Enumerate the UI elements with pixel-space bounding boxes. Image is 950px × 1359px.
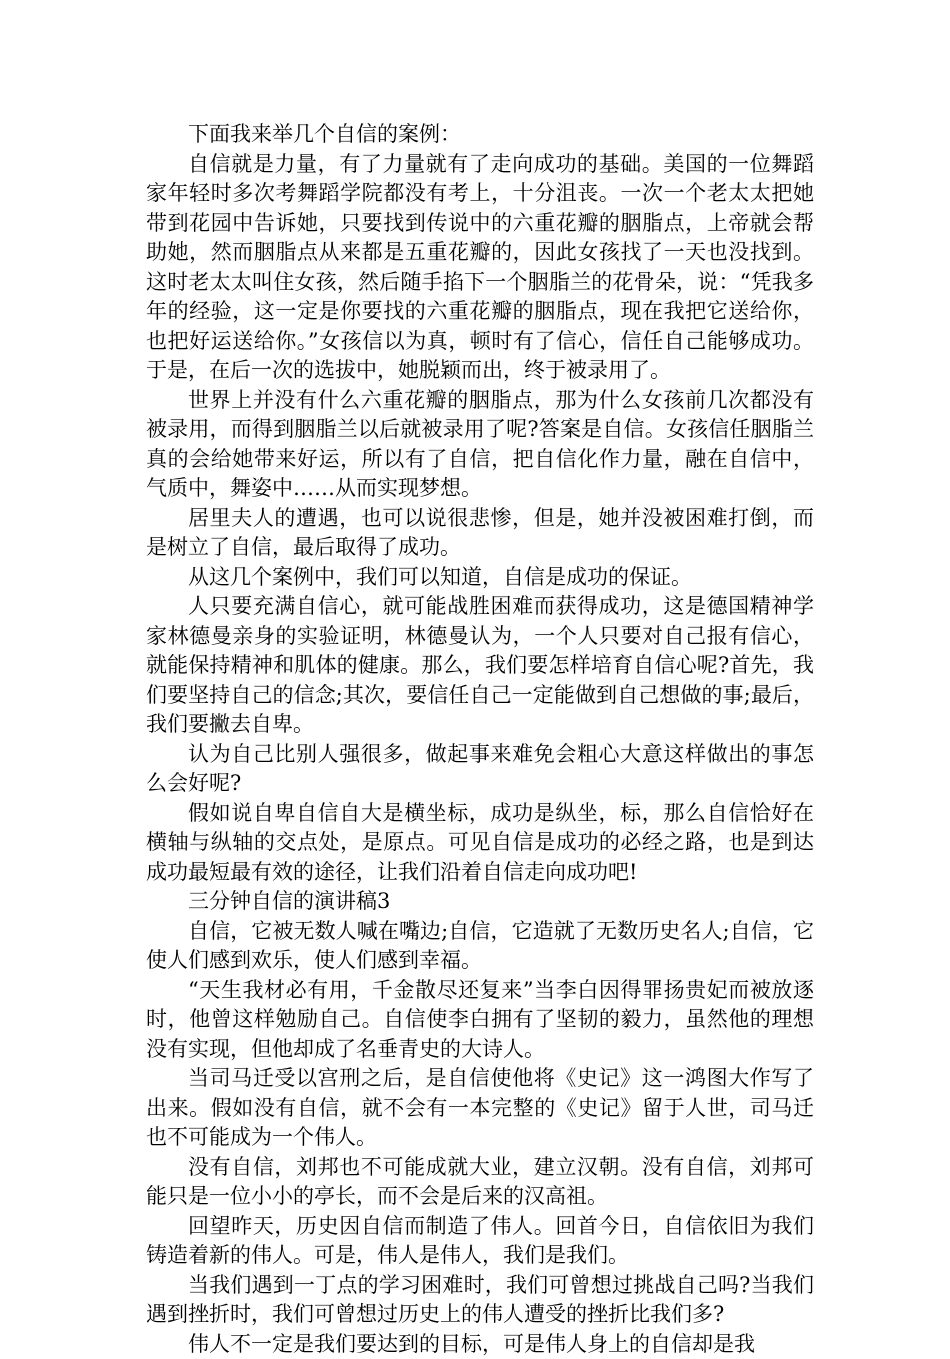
paragraph: 当司马迁受以宫刑之后，是自信使他将《史记》这一鸿图大作写了出来。假如没有自信，就不会有一本完整的《史记》留于人世，司马迁也不可能成为一个伟人。 bbox=[146, 1064, 814, 1153]
paragraph: 人只要充满自信心，就可能战胜困难而获得成功，这是德国精神学家林德曼亲身的实验证明，林德曼认为，一个人只要对自己报有信心，就能保持精神和肌体的健康。那么，我们要怎样培育自信心呢?首先，我们要坚持自己的信念;其次，要信任自己一定能做到自己想做的事;最后，我们要撇去自卑。 bbox=[146, 592, 814, 740]
paragraph: 假如说自卑自信自大是横坐标，成功是纵坐，标，那么自信恰好在横轴与纵轴的交点处，是原点。可见自信是成功的必经之路，也是到达成功最短最有效的途径，让我们沿着自信走向成功吧! bbox=[146, 799, 814, 888]
paragraph: 当我们遇到一丁点的学习困难时，我们可曾想过挑战自己吗?当我们遇到挫折时，我们可曾想过历史上的伟人遭受的挫折比我们多? bbox=[146, 1271, 814, 1330]
paragraph: 认为自己比别人强很多，做起事来难免会粗心大意这样做出的事怎么会好呢? bbox=[146, 740, 814, 799]
paragraph: 居里夫人的遭遇，也可以说很悲惨，但是，她并没被困难打倒，而是树立了自信，最后取得了成功。 bbox=[146, 504, 814, 563]
paragraph: 伟人不一定是我们要达到的目标，可是伟人身上的自信却是我 bbox=[146, 1330, 814, 1359]
document-page bbox=[146, 120, 814, 1359]
section-heading: 三分钟自信的演讲稿3 bbox=[146, 887, 814, 917]
paragraph: 下面我来举几个自信的案例： bbox=[146, 120, 814, 150]
paragraph: 从这几个案例中，我们可以知道，自信是成功的保证。 bbox=[146, 563, 814, 593]
paragraph: 回望昨天，历史因自信而制造了伟人。回首今日，自信依旧为我们铸造着新的伟人。可是，伟人是伟人，我们是我们。 bbox=[146, 1212, 814, 1271]
paragraph: 自信就是力量，有了力量就有了走向成功的基础。美国的一位舞蹈家年轻时多次考舞蹈学院都没有考上，十分沮丧。一次一个老太太把她带到花园中告诉她，只要找到传说中的六重花瓣的胭脂点，上帝就会帮助她，然而胭脂点从来都是五重花瓣的，因此女孩找了一天也没找到。这时老太太叫住女孩，然后随手掐下一个胭脂兰的花骨朵，说：“凭我多年的经验，这一定是你要找的六重花瓣的胭脂点，现在我把它送给你，也把好运送给你。”女孩信以为真，顿时有了信心，信任自己能够成功。于是，在后一次的选拔中，她脱颖而出，终于被录用了。 bbox=[146, 150, 814, 386]
paragraph: 世界上并没有什么六重花瓣的胭脂点，那为什么女孩前几次都没有被录用，而得到胭脂兰以后就被录用了呢?答案是自信。女孩信任胭脂兰真的会给她带来好运，所以有了自信，把自信化作力量，融在自信中，气质中，舞姿中……从而实现梦想。 bbox=[146, 386, 814, 504]
paragraph: 自信，它被无数人喊在嘴边;自信，它造就了无数历史名人;自信，它使人们感到欢乐，使人们感到幸福。 bbox=[146, 917, 814, 976]
paragraph: 没有自信，刘邦也不可能成就大业，建立汉朝。没有自信，刘邦可能只是一位小小的亭长，而不会是后来的汉高祖。 bbox=[146, 1153, 814, 1212]
paragraph: “天生我材必有用，千金散尽还复来”当李白因得罪扬贵妃而被放逐时，他曾这样勉励自己。自信使李白拥有了坚韧的毅力，虽然他的理想没有实现，但他却成了名垂青史的大诗人。 bbox=[146, 976, 814, 1065]
